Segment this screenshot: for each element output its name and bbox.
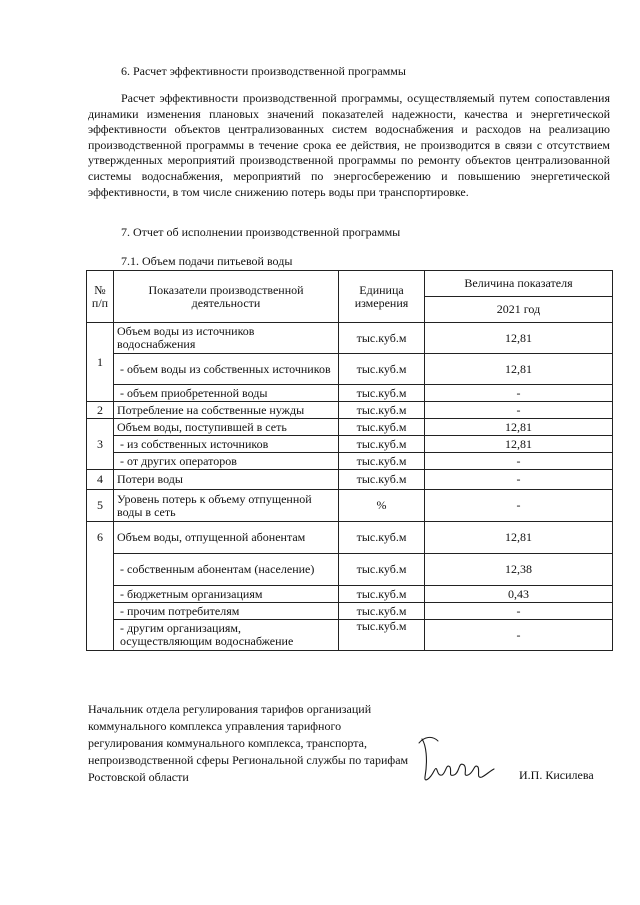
row-value: -: [425, 620, 613, 651]
table-row: [87, 402, 613, 419]
row-num: 1: [87, 323, 114, 402]
row-name: - из собственных источников: [114, 436, 339, 453]
row-unit: тыс.куб.м: [339, 402, 425, 419]
row-unit: тыс.куб.м: [339, 620, 425, 651]
row-value: 12,81: [425, 419, 613, 436]
row-value: 12,81: [425, 354, 613, 385]
row-unit: тыс.куб.м: [339, 436, 425, 453]
row-unit: тыс.куб.м: [339, 603, 425, 620]
row-unit: тыс.куб.м: [339, 470, 425, 490]
header-indicator: Показатели производственной деятельности: [114, 271, 339, 323]
row-value: 12,81: [425, 436, 613, 453]
row-name: - объем воды из собственных источников: [114, 354, 339, 385]
row-value: -: [425, 402, 613, 419]
header-unit: Единица измерения: [339, 271, 425, 323]
row-unit: тыс.куб.м: [339, 385, 425, 402]
table-row: [87, 586, 613, 603]
row-num: 4: [87, 470, 114, 490]
row-unit: %: [339, 490, 425, 522]
row-value: -: [425, 470, 613, 490]
row-value: -: [425, 453, 613, 470]
row-unit: тыс.куб.м: [339, 554, 425, 586]
row-name: - другим организациям, осуществляющим водоснабжение: [114, 620, 339, 651]
handwritten-signature: [416, 733, 496, 785]
row-name: - объем приобретенной воды: [114, 385, 339, 402]
row-value: -: [425, 490, 613, 522]
row-name: Уровень потерь к объему отпущенной воды в сеть: [114, 490, 339, 522]
row-name: Объем воды, поступившей в сеть: [114, 419, 339, 436]
table-row: [87, 470, 613, 490]
row-value: 12,81: [425, 323, 613, 354]
header-num: № п/п: [87, 271, 114, 323]
table-row: [87, 354, 613, 385]
table-row: [87, 490, 613, 522]
row-value: 12,38: [425, 554, 613, 586]
row-name: Объем воды из источников водоснабжения: [114, 323, 339, 354]
row-unit: тыс.куб.м: [339, 419, 425, 436]
row-name: Объем воды, отпущенной абонентам: [114, 522, 339, 554]
row-name: Потребление на собственные нужды: [114, 402, 339, 419]
header-value: Величина показателя: [425, 271, 613, 297]
row-name: - прочим потребителям: [114, 603, 339, 620]
table-row: [87, 522, 613, 554]
row-num: 6: [87, 522, 114, 651]
table-row: [87, 554, 613, 586]
row-num: 5: [87, 490, 114, 522]
section-6-paragraph: Расчет эффективности производственной программы, осуществляемый путем сопоставления динамики изменения плановых значений показателей надежности, качества и энергетической эффективности объектов централизованных систем водоснабжения и расходов на реализацию производственной программы в течение срока ее действия, не производится в связи с отсутствием утвержденных мероприятий производственной программы по ремонту объектов централизованной системы водоснабжения, мероприятий по энергосбережению и повышению энергетической эффективности, в том числе снижению потерь воды при транспортировке.: [88, 91, 610, 199]
row-unit: тыс.куб.м: [339, 586, 425, 603]
row-unit: тыс.куб.м: [339, 354, 425, 385]
table-row: [87, 385, 613, 402]
section-7-1-heading: 7.1. Объем подачи питьевой воды: [121, 254, 293, 268]
table-row: [87, 620, 613, 651]
row-unit: тыс.куб.м: [339, 522, 425, 554]
row-value: 12,81: [425, 522, 613, 554]
table-row: [87, 453, 613, 470]
table-row: [87, 436, 613, 453]
row-value: -: [425, 603, 613, 620]
section-6-heading: 6. Расчет эффективности производственной программы: [121, 64, 406, 78]
row-name: - от других операторов: [114, 453, 339, 470]
section-7-heading: 7. Отчет об исполнении производственной программы: [121, 225, 401, 239]
row-name: - собственным абонентам (население): [114, 554, 339, 586]
table-row: [87, 603, 613, 620]
signatory-position: Начальник отдела регулирования тарифов организаций коммунального комплекса управления тарифного регулирования коммунального комплекса, транспорта, непроизводственной сферы Региональной службы по тарифам Ростовской области: [88, 702, 409, 784]
row-value: -: [425, 385, 613, 402]
row-unit: тыс.куб.м: [339, 453, 425, 470]
row-value: 0,43: [425, 586, 613, 603]
row-unit: тыс.куб.м: [339, 323, 425, 354]
row-num: 2: [87, 402, 114, 419]
signatory-name: И.П. Кисилева: [519, 768, 594, 782]
row-name: - бюджетным организациям: [114, 586, 339, 603]
header-year: 2021 год: [425, 297, 613, 323]
table-row: [87, 323, 613, 354]
row-num: 3: [87, 419, 114, 470]
water-supply-table: [86, 270, 613, 651]
table-row: [87, 419, 613, 436]
row-name: Потери воды: [114, 470, 339, 490]
